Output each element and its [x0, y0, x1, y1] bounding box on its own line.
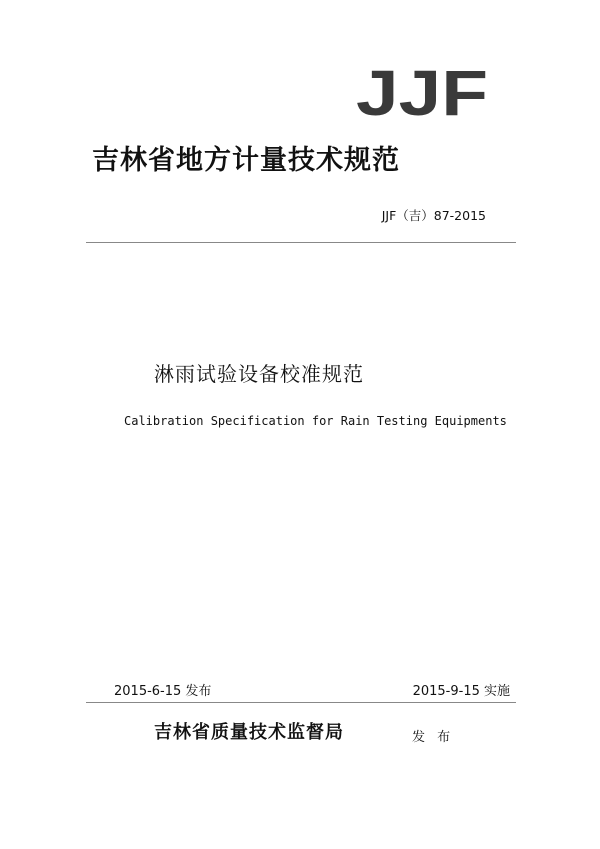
document-title-english: Calibration Specification for Rain Testing Equipments	[124, 414, 507, 428]
jjf-logo	[356, 62, 488, 118]
jjf-logo-text: JJF	[356, 62, 488, 118]
document-title-chinese: 淋雨试验设备校准规范	[154, 362, 364, 386]
publish-label: 发 布	[412, 730, 455, 745]
top-divider	[86, 242, 516, 243]
issue-date: 2015-6-15 发布	[114, 684, 212, 699]
bottom-divider	[86, 702, 516, 703]
issuing-authority-title: 吉林省地方计量技术规范	[92, 145, 400, 176]
publisher-name: 吉林省质量技术监督局	[154, 722, 344, 743]
implementation-date: 2015-9-15 实施	[412, 684, 510, 699]
standard-number: JJF（吉）87-2015	[381, 208, 486, 223]
jjf-logo-graphic	[356, 62, 488, 118]
